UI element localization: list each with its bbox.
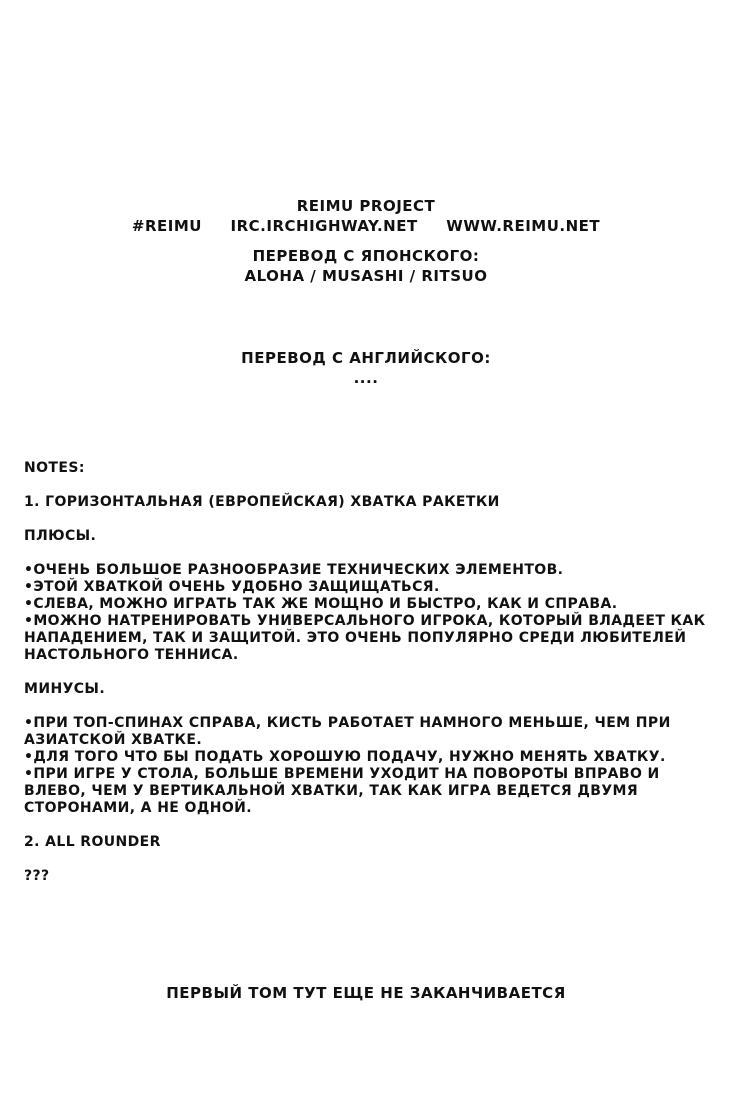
jp-translation-heading: ПЕРЕВОД С ЯПОНСКОГО: bbox=[252, 247, 480, 265]
project-name: REIMU PROJECT bbox=[296, 197, 436, 215]
english-translation-credits bbox=[0, 348, 732, 388]
note-1-heading: 1. ГОРИЗОНТАЛЬНАЯ (ЕВРОПЕЙСКАЯ) ХВАТКА РАКЕТКИ bbox=[24, 494, 500, 510]
pros-item: •МОЖНО НАТРЕНИРОВАТЬ УНИВЕРСАЛЬНОГО ИГРОКА, КОТОРЫЙ ВЛАДЕЕТ КАК НАПАДЕНИЕМ, ТАК И ЗАЩИТОЙ. ЭТО ОЧЕНЬ ПОПУЛЯРНО СРЕДИ ЛЮБИТЕЛЕЙ НАСТОЛЬНОГО ТЕННИСА. bbox=[24, 613, 706, 663]
pros-item: •ЭТОЙ ХВАТКОЙ ОЧЕНЬ УДОБНО ЗАЩИЩАТЬСЯ. bbox=[24, 579, 440, 595]
project-links: #REIMU IRC.IRCHIGHWAY.NET WWW.REIMU.NET bbox=[131, 217, 601, 235]
pros-item: •ОЧЕНЬ БОЛЬШОЕ РАЗНООБРАЗИЕ ТЕХНИЧЕСКИХ ЭЛЕМЕНТОВ. bbox=[24, 562, 564, 578]
en-translators: .... bbox=[353, 369, 379, 387]
cons-item: •ПРИ ИГРЕ У СТОЛА, БОЛЬШЕ ВРЕМЕНИ УХОДИТ НА ПОВОРОТЫ ВПРАВО И ВЛЕВО, ЧЕМ У ВЕРТИКАЛЬНОЙ ХВАТКИ, ТАК КАК ИГРА ВЕДЕТСЯ ДВУМЯ СТОРОНАМИ, А НЕ ОДНОЙ. bbox=[24, 766, 660, 816]
jp-translators: ALOHA / MUSASHI / RITSUO bbox=[244, 267, 488, 285]
notes-title: NOTES: bbox=[24, 460, 85, 476]
pros-item: •СЛЕВА, МОЖНО ИГРАТЬ ТАК ЖЕ МОЩНО И БЫСТРО, КАК И СПРАВА. bbox=[24, 596, 618, 612]
en-translation-heading: ПЕРЕВОД С АНГЛИЙСКОГО: bbox=[241, 349, 491, 367]
pros-list bbox=[24, 562, 714, 664]
translator-notes bbox=[24, 460, 714, 902]
cons-item: •ДЛЯ ТОГО ЧТО БЫ ПОДАТЬ ХОРОШУЮ ПОДАЧУ, НУЖНО МЕНЯТЬ ХВАТКУ. bbox=[24, 749, 666, 765]
pros-heading: ПЛЮСЫ. bbox=[24, 528, 97, 544]
note-2-text: ??? bbox=[24, 868, 50, 884]
cons-heading: МИНУСЫ. bbox=[24, 681, 106, 697]
cons-list bbox=[24, 715, 714, 817]
group-credits bbox=[0, 196, 732, 236]
note-2-heading: 2. ALL ROUNDER bbox=[24, 834, 161, 850]
footer-note: ПЕРВЫЙ ТОМ ТУТ ЕЩЕ НЕ ЗАКАНЧИВАЕТСЯ bbox=[166, 984, 566, 1002]
japanese-translation-credits bbox=[0, 246, 732, 286]
cons-item: •ПРИ ТОП-СПИНАХ СПРАВА, КИСТЬ РАБОТАЕТ НАМНОГО МЕНЬШЕ, ЧЕМ ПРИ АЗИАТСКОЙ ХВАТКЕ. bbox=[24, 715, 671, 748]
